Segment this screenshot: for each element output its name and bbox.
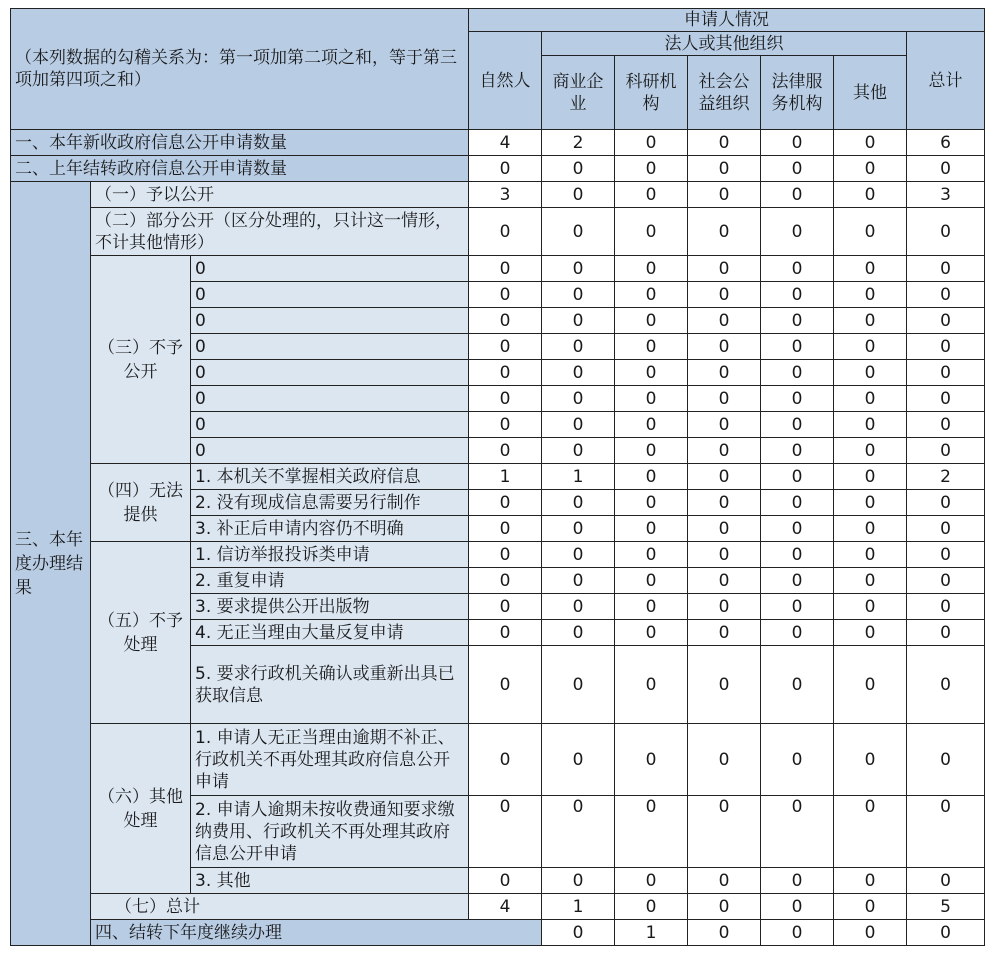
value-cell: 0 (761, 156, 834, 182)
value-cell: 0 (469, 360, 542, 386)
value-cell: 0 (469, 156, 542, 182)
row-label: 3. 补正后申请内容仍不明确 (191, 516, 469, 542)
value-cell: 0 (469, 438, 542, 464)
total-value-cell: 0 (907, 256, 985, 282)
value-cell: 0 (761, 334, 834, 360)
total-value-cell: 0 (907, 412, 985, 438)
value-cell: 0 (688, 464, 761, 490)
value-cell: 0 (469, 208, 542, 256)
table-row (11, 130, 985, 156)
value-cell: 0 (542, 208, 615, 256)
total-value-cell: 0 (907, 334, 985, 360)
total-value-cell: 0 (907, 282, 985, 308)
value-cell: 1 (542, 894, 615, 920)
value-cell: 0 (834, 542, 907, 568)
row-label: （二）部分公开（区分处理的，只计这一情形，不计其他情形） (91, 208, 469, 256)
value-cell: 0 (688, 594, 761, 620)
value-cell: 0 (542, 796, 615, 868)
value-cell: 0 (688, 282, 761, 308)
row-label: 0 (191, 282, 469, 308)
value-cell: 0 (688, 646, 761, 724)
value-cell: 0 (542, 490, 615, 516)
row-label: 0 (191, 386, 469, 412)
value-cell: 0 (469, 594, 542, 620)
value-cell: 0 (834, 920, 907, 946)
value-cell: 0 (688, 516, 761, 542)
value-cell: 4 (469, 130, 542, 156)
value-cell: 0 (615, 516, 688, 542)
value-cell: 0 (761, 308, 834, 334)
table-row (11, 920, 985, 946)
value-cell: 0 (615, 208, 688, 256)
value-cell: 0 (469, 334, 542, 360)
value-cell: 0 (542, 568, 615, 594)
value-cell: 0 (761, 868, 834, 894)
value-cell: 0 (615, 386, 688, 412)
value-cell: 0 (761, 438, 834, 464)
value-cell: 0 (688, 920, 761, 946)
row-label: 2. 重复申请 (191, 568, 469, 594)
section-3-label: 三、本年度办理结果 (11, 182, 91, 946)
value-cell: 0 (688, 156, 761, 182)
value-cell: 0 (834, 130, 907, 156)
value-cell: 0 (542, 868, 615, 894)
value-cell: 0 (615, 334, 688, 360)
total-value-cell: 5 (907, 894, 985, 920)
value-cell: 0 (688, 620, 761, 646)
category-label: （三）不予公开 (91, 256, 191, 464)
value-cell: 0 (615, 646, 688, 724)
applicant-header: 申请人情况 (469, 9, 985, 32)
value-cell: 0 (761, 386, 834, 412)
value-cell: 0 (761, 282, 834, 308)
table-row (11, 208, 985, 256)
value-cell: 0 (542, 282, 615, 308)
row-label: 4. 无正当理由大量反复申请 (191, 620, 469, 646)
value-cell: 0 (615, 130, 688, 156)
value-cell: 0 (615, 308, 688, 334)
value-cell: 0 (688, 542, 761, 568)
value-cell: 0 (761, 894, 834, 920)
total-value-cell: 0 (907, 868, 985, 894)
value-cell: 0 (688, 308, 761, 334)
value-cell: 0 (542, 182, 615, 208)
value-cell: 0 (834, 796, 907, 868)
table-row (11, 542, 985, 568)
value-cell: 0 (688, 796, 761, 868)
total-value-cell: 0 (907, 490, 985, 516)
value-cell: 0 (688, 868, 761, 894)
row-label: 1. 信访举报投诉类申请 (191, 542, 469, 568)
table-row (11, 156, 985, 182)
row-label: 2. 申请人逾期未按收费通知要求缴纳费用、行政机关不再处理其政府信息公开申请 (191, 796, 469, 868)
value-cell: 0 (542, 438, 615, 464)
row-label: （一）予以公开 (91, 182, 469, 208)
value-cell: 0 (761, 208, 834, 256)
value-cell: 0 (615, 796, 688, 868)
value-cell: 0 (688, 724, 761, 796)
value-cell: 0 (615, 412, 688, 438)
total-value-cell: 0 (907, 796, 985, 868)
value-cell: 0 (834, 182, 907, 208)
row-label: 0 (191, 360, 469, 386)
value-cell: 0 (688, 894, 761, 920)
total-value-cell: 0 (907, 620, 985, 646)
value-cell: 3 (469, 182, 542, 208)
research-header: 科研机构 (615, 56, 688, 130)
total-value-cell: 0 (907, 568, 985, 594)
other-header: 其他 (834, 56, 907, 130)
total-value-cell: 0 (907, 208, 985, 256)
total-value-cell: 3 (907, 182, 985, 208)
total-value-cell: 2 (907, 464, 985, 490)
value-cell: 0 (615, 724, 688, 796)
legal-service-header: 法律服务机构 (761, 56, 834, 130)
value-cell: 0 (542, 516, 615, 542)
value-cell: 0 (615, 620, 688, 646)
value-cell: 0 (688, 130, 761, 156)
total-value-cell: 0 (907, 646, 985, 724)
total-value-cell: 0 (907, 386, 985, 412)
value-cell: 0 (542, 646, 615, 724)
value-cell: 0 (761, 796, 834, 868)
value-cell: 0 (834, 516, 907, 542)
value-cell: 0 (469, 542, 542, 568)
value-cell: 0 (542, 412, 615, 438)
value-cell: 0 (834, 256, 907, 282)
value-cell: 0 (834, 894, 907, 920)
category-label: （四）无法提供 (91, 464, 191, 542)
row-label: 1. 申请人无正当理由逾期不补正、行政机关不再处理其政府信息公开申请 (191, 724, 469, 796)
value-cell: 0 (761, 594, 834, 620)
value-cell: 0 (615, 282, 688, 308)
total-value-cell: 0 (907, 516, 985, 542)
value-cell: 0 (469, 308, 542, 334)
table-row (11, 724, 985, 796)
row-label: （七）总计 (91, 894, 469, 920)
value-cell: 0 (615, 464, 688, 490)
value-cell: 1 (542, 464, 615, 490)
value-cell: 0 (834, 868, 907, 894)
value-cell: 0 (469, 490, 542, 516)
value-cell: 0 (542, 334, 615, 360)
value-cell: 0 (761, 130, 834, 156)
value-cell: 0 (761, 464, 834, 490)
value-cell: 2 (542, 130, 615, 156)
table-row (11, 256, 985, 282)
total-value-cell: 0 (907, 724, 985, 796)
value-cell: 0 (615, 182, 688, 208)
category-label: （六）其他处理 (91, 724, 191, 894)
table-row (11, 894, 985, 920)
value-cell: 0 (469, 516, 542, 542)
value-cell: 1 (469, 464, 542, 490)
value-cell: 0 (761, 724, 834, 796)
row-label: 二、上年结转政府信息公开申请数量 (11, 156, 469, 182)
relation-note: （本列数据的勾稽关系为：第一项加第二项之和，等于第三项加第四项之和） (11, 9, 469, 130)
value-cell: 0 (834, 308, 907, 334)
value-cell: 0 (615, 568, 688, 594)
value-cell: 0 (761, 182, 834, 208)
value-cell: 0 (907, 920, 985, 946)
value-cell: 0 (761, 542, 834, 568)
row-label: 0 (191, 334, 469, 360)
value-cell: 0 (688, 490, 761, 516)
value-cell: 0 (542, 360, 615, 386)
total-header: 总计 (907, 32, 985, 130)
value-cell: 0 (834, 412, 907, 438)
value-cell: 0 (761, 920, 834, 946)
value-cell: 0 (615, 490, 688, 516)
value-cell: 0 (469, 724, 542, 796)
value-cell: 0 (542, 594, 615, 620)
commercial-header: 商业企业 (542, 56, 615, 130)
category-label: （五）不予处理 (91, 542, 191, 724)
value-cell: 0 (542, 156, 615, 182)
value-cell: 0 (761, 360, 834, 386)
table-row (11, 182, 985, 208)
total-value-cell: 0 (907, 594, 985, 620)
value-cell: 0 (761, 620, 834, 646)
row-label: 3. 其他 (191, 868, 469, 894)
value-cell: 0 (469, 568, 542, 594)
value-cell: 0 (615, 868, 688, 894)
value-cell: 0 (469, 256, 542, 282)
total-value-cell: 0 (907, 156, 985, 182)
value-cell: 0 (834, 360, 907, 386)
value-cell: 0 (615, 542, 688, 568)
value-cell: 0 (469, 646, 542, 724)
total-value-cell: 0 (907, 308, 985, 334)
row-label: 四、结转下年度继续办理 (91, 920, 542, 946)
value-cell: 0 (469, 620, 542, 646)
value-cell: 0 (761, 256, 834, 282)
total-value-cell: 0 (907, 542, 985, 568)
row-label: 0 (191, 256, 469, 282)
value-cell: 0 (542, 256, 615, 282)
value-cell: 0 (615, 594, 688, 620)
row-label: 0 (191, 308, 469, 334)
value-cell: 0 (761, 516, 834, 542)
value-cell: 0 (688, 386, 761, 412)
natural-person-header: 自然人 (469, 32, 542, 130)
value-cell: 0 (834, 386, 907, 412)
value-cell: 0 (615, 156, 688, 182)
value-cell: 0 (615, 256, 688, 282)
value-cell: 0 (834, 208, 907, 256)
value-cell: 0 (834, 156, 907, 182)
header-row-1 (11, 9, 985, 32)
value-cell: 0 (688, 438, 761, 464)
value-cell: 0 (469, 412, 542, 438)
value-cell: 0 (834, 282, 907, 308)
value-cell: 0 (542, 308, 615, 334)
value-cell: 0 (688, 208, 761, 256)
row-label: 0 (191, 412, 469, 438)
row-label: 5. 要求行政机关确认或重新出具已获取信息 (191, 646, 469, 724)
row-label: 3. 要求提供公开出版物 (191, 594, 469, 620)
row-label: 2. 没有现成信息需要另行制作 (191, 490, 469, 516)
value-cell: 0 (615, 894, 688, 920)
value-cell: 0 (688, 412, 761, 438)
value-cell: 0 (834, 594, 907, 620)
value-cell: 0 (688, 360, 761, 386)
value-cell: 0 (469, 386, 542, 412)
value-cell: 0 (688, 256, 761, 282)
value-cell: 4 (469, 894, 542, 920)
value-cell: 0 (542, 620, 615, 646)
legal-org-header: 法人或其他组织 (542, 32, 907, 56)
value-cell: 0 (688, 334, 761, 360)
value-cell: 0 (615, 360, 688, 386)
value-cell: 0 (542, 386, 615, 412)
value-cell: 0 (834, 568, 907, 594)
value-cell: 0 (834, 724, 907, 796)
value-cell: 0 (834, 438, 907, 464)
row-label: 1. 本机关不掌握相关政府信息 (191, 464, 469, 490)
value-cell: 0 (688, 568, 761, 594)
value-cell: 1 (615, 920, 688, 946)
value-cell: 0 (761, 646, 834, 724)
value-cell: 0 (469, 796, 542, 868)
value-cell: 0 (688, 182, 761, 208)
value-cell: 0 (761, 412, 834, 438)
total-value-cell: 0 (907, 438, 985, 464)
value-cell: 0 (542, 542, 615, 568)
value-cell: 0 (469, 868, 542, 894)
row-label: 一、本年新收政府信息公开申请数量 (11, 130, 469, 156)
statistics-table (10, 8, 985, 946)
total-value-cell: 6 (907, 130, 985, 156)
social-header: 社会公益组织 (688, 56, 761, 130)
value-cell: 0 (469, 282, 542, 308)
table-row (11, 464, 985, 490)
total-value-cell: 0 (907, 360, 985, 386)
value-cell: 0 (834, 490, 907, 516)
value-cell: 0 (542, 920, 615, 946)
value-cell: 0 (834, 334, 907, 360)
value-cell: 0 (834, 646, 907, 724)
value-cell: 0 (761, 568, 834, 594)
row-label: 0 (191, 438, 469, 464)
value-cell: 0 (761, 490, 834, 516)
value-cell: 0 (834, 464, 907, 490)
value-cell: 0 (834, 620, 907, 646)
value-cell: 0 (542, 724, 615, 796)
value-cell: 0 (615, 438, 688, 464)
